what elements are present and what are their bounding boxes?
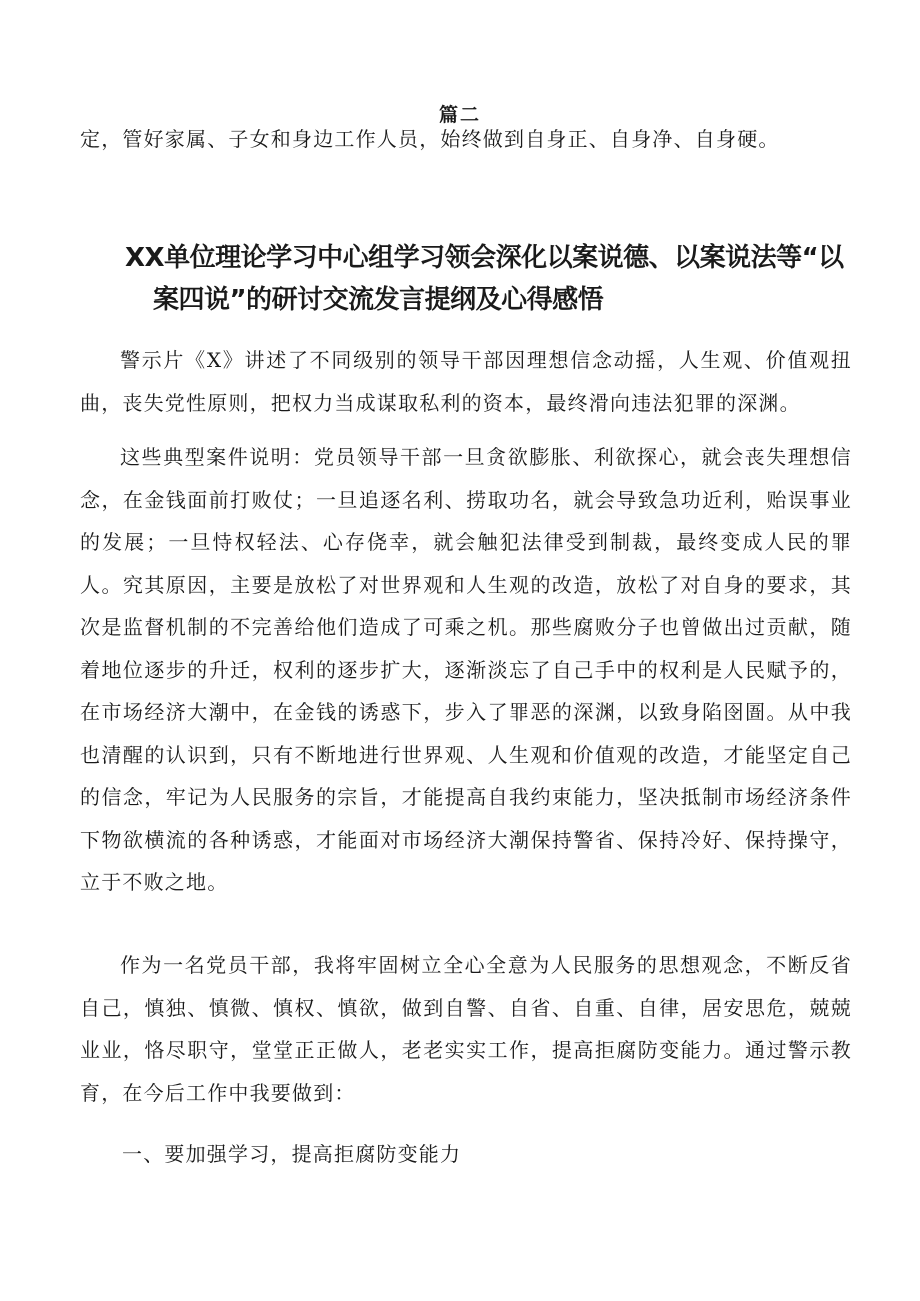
section-heading-one: 一、要加强学习，提高拒腐防变能力 [122, 1142, 462, 1166]
paragraph-2: 这些典型案件说明：党员领导干部一旦贪欲膨胀、利欲探心，就会丧失理想信念，在金钱面前打败仗；一旦追逐名利、捞取功名，就会导致急功近利，贻误事业的发展；一旦恃权轻法、心存侥幸，就会触犯法律受到制裁，最终变成人民的罪人。究其原因，主要是放松了对世界观和人生观的改造，放松了对自身的要求，其次是监督机制的不完善给他们造成了可乘之机。那些腐败分子也曾做出过贡献，随着地位逐步的升迁，权利的逐步扩大，逐渐淡忘了自己手中的权利是人民赋予的，在市场经济大潮中，在金钱的诱惑下，步入了罪恶的深渊，以致身陷囹圄。从中我也清醒的认识到，只有不断地进行世界观、人生观和价值观的改造，才能坚定自己的信念，牢记为人民服务的宗旨，才能提高自我约束能力，坚决抵制市场经济条件下物欲横流的各种诱惑，才能面对市场经济大潮保持警省、保持冷好、保持操守，立于不败之地。 [80, 445, 852, 894]
title-line-1: XX单位理论学习中心组学习领会深化以案说德、以案说法等“以 [125, 243, 844, 273]
paragraph-3: 作为一名党员干部，我将牢固树立全心全意为人民服务的思想观念，不断反省自己，慎独、慎微、慎权、慎欲，做到自警、自省、自重、自律，居安思危，兢兢业业，恪尽职守，堂堂正正做人，老老实实工作，提高拒腐防变能力。通过警示教育，在今后工作中我要做到： [80, 953, 852, 1105]
continuation-paragraph: 定，管好家属、子女和身边工作人员，始终做到自身正、自身净、自身硬。 [80, 127, 780, 151]
paragraph-1: 警示片《X》讲述了不同级别的领导干部因理想信念动摇，人生观、价值观扭曲，丧失党性原则，把权力当成谋取私利的资本，最终滑向违法犯罪的深渊。 [80, 348, 852, 415]
section-label: 篇二 [438, 104, 481, 126]
title-line-2: 案四说”的研讨交流发言提纲及心得感悟 [153, 285, 604, 315]
document-title [125, 237, 865, 321]
